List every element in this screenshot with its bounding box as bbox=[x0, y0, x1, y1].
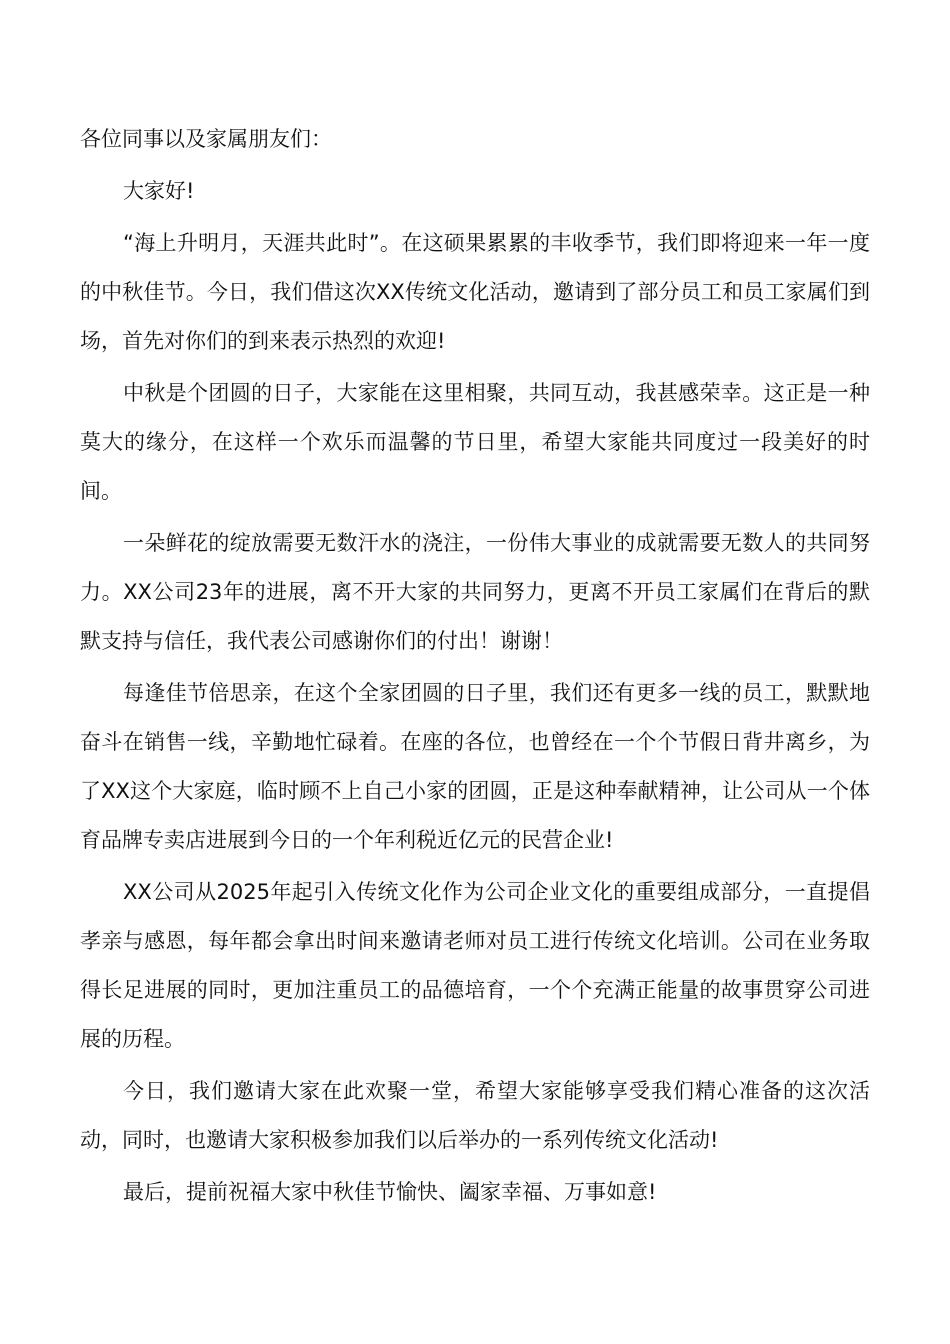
paragraph-welcome: “海上升明月，天涯共此时”。在这硕果累累的丰收季节，我们即将迎来一年一度的中秋佳节。今日，我们借这次XX传统文化活动，邀请到了部分员工和员工家属们到场，首先对你们的到来表示热烈的欢迎! bbox=[80, 231, 870, 353]
paragraph-closing: 最后，提前祝福大家中秋佳节愉快、阖家幸福、万事如意! bbox=[123, 1180, 657, 1204]
document-page bbox=[80, 115, 870, 1220]
paragraph-greeting: 大家好! bbox=[123, 179, 195, 203]
paragraph-thanks: 一朵鲜花的绽放需要无数汗水的浇注，一份伟大事业的成就需要无数人的共同努力。XX公司23年的进展，离不开大家的共同努力，更离不开员工家属们在背后的默默支持与信任，我代表公司感谢你们的付出！谢谢！ bbox=[80, 531, 870, 653]
paragraph-culture: XX公司从2025年起引入传统文化作为公司企业文化的重要组成部分，一直提倡孝亲与感恩，每年都会拿出时间来邀请老师对员工进行传统文化培训。公司在业务取得长足进展的同时，更加注重员工的品德培育，一个个充满正能量的故事贯穿公司进展的历程。 bbox=[80, 880, 870, 1051]
salutation: 各位同事以及家属朋友们： bbox=[80, 127, 332, 151]
paragraph-reunion: 中秋是个团圆的日子，大家能在这里相聚，共同互动，我甚感荣幸。这正是一种莫大的缘分，在这样一个欢乐而温馨的节日里，希望大家能共同度过一段美好的时间。 bbox=[80, 381, 870, 503]
paragraph-dedication: 每逢佳节倍思亲，在这个全家团圆的日子里，我们还有更多一线的员工，默默地奋斗在销售一线，辛勤地忙碌着。在座的各位，也曾经在一个个节假日背井离乡，为了XX这个大家庭，临时顾不上自己小家的团圆，正是这种奉献精神，让公司从一个体育品牌专卖店进展到今日的一个年利税近亿元的民营企业! bbox=[80, 681, 870, 852]
paragraph-invitation: 今日，我们邀请大家在此欢聚一堂，希望大家能够享受我们精心准备的这次活动，同时，也邀请大家积极参加我们以后举办的一系列传统文化活动! bbox=[80, 1079, 870, 1152]
